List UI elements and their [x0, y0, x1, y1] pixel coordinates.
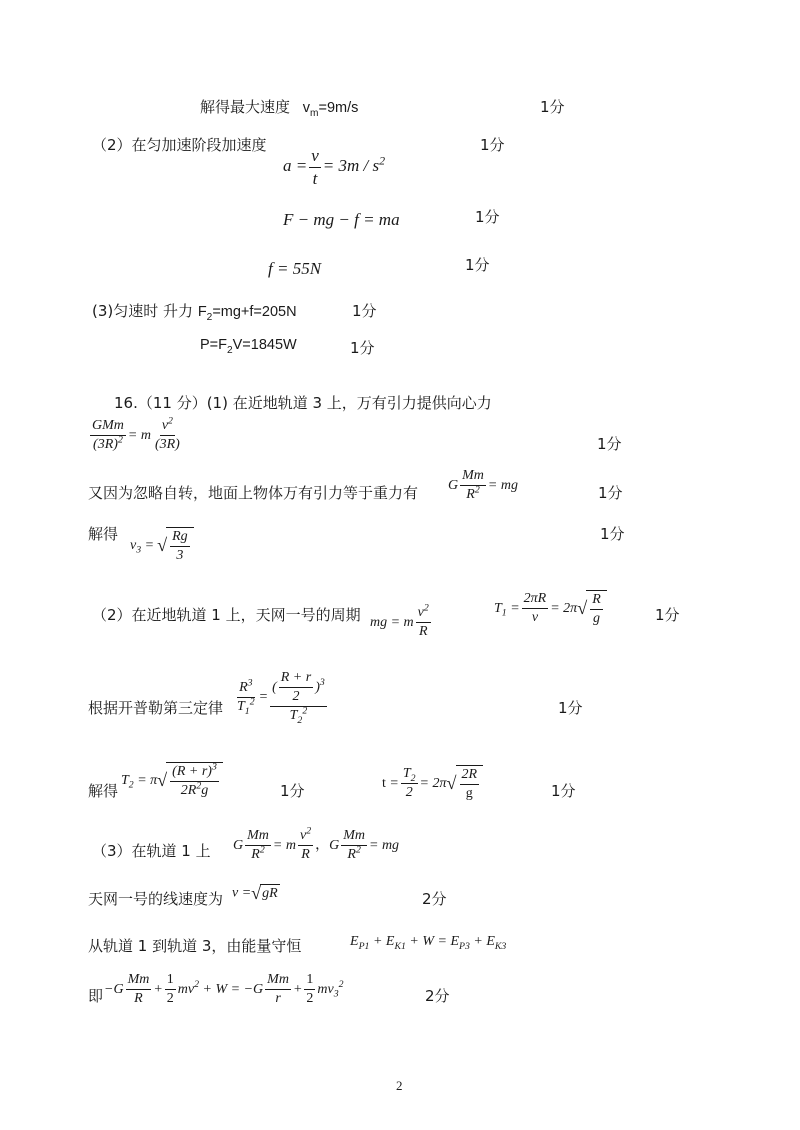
formula-acceleration: a = $\frac{v}{t}$ = $3m / s^2$: [283, 146, 386, 188]
label-namely: 即: [88, 987, 104, 1005]
formula-energy-expanded: −G $\frac{Mm}{R}$ + $\frac{1}{2}$ $mv^2 + W = -G$ $\frac{Mm}{r}$ + $\frac{1}{2}$ $mv_3^2$: [104, 972, 344, 1007]
page-number: 2: [396, 1078, 403, 1093]
label-orbit1-period: （2）在近地轨道 1 上，天网一号的周期: [92, 606, 361, 624]
formula-period-t1: $T_1$ = $\frac{2\pi R}{v}$ = 2π √ $\frac{R}{g}$: [494, 590, 607, 627]
formula-gravitation-orbit3: $\frac{\text{GMm}}{(3R)^2}$ = m $\frac{v^2}{(3R)}$: [92, 415, 180, 453]
score-10: 1分: [655, 606, 680, 624]
label-uniform-lift: (3)匀速时 升力: [92, 302, 194, 320]
score-4: 1分: [465, 256, 490, 274]
formula-v3: $v_3$ = √ $\frac{Rg}{3}$: [130, 527, 194, 564]
score-6: 1分: [350, 339, 375, 357]
line-uniform-lift: [92, 300, 297, 321]
formula-t2: $T_2 = \pi$ √ $\frac{(R + r)^3}{2R^2g}$: [121, 762, 223, 799]
label-orbit1: （3）在轨道 1 上: [92, 842, 211, 860]
label-max-speed: 解得最大速度: [200, 98, 291, 116]
formula-orbit1-centripetal: mg = m $\frac{v^2}{R}$: [370, 602, 429, 640]
score-15: 2分: [425, 987, 450, 1005]
score-13: 1分: [551, 782, 576, 800]
label-accel: （2）在匀加速阶段加速度: [92, 136, 267, 154]
score-8: 1分: [598, 484, 623, 502]
formula-lift: $F_2=mg+f=205N$: [197, 304, 297, 323]
score-2: 1分: [480, 136, 505, 154]
formula-time-t: t = $\frac{T_2}{2}$ = 2π √ $\frac{2R}{g}$: [382, 765, 483, 802]
formula-surface-gravity: G $\frac{Mm}{R^2}$ = mg: [448, 468, 518, 503]
score-11: 1分: [558, 699, 583, 717]
score-14: 2分: [422, 890, 447, 908]
label-solve-v3: 解得: [88, 525, 119, 543]
formula-linear-velocity: v = √ gR: [232, 883, 278, 903]
label-kepler: 根据开普勒第三定律: [88, 699, 224, 717]
formula-orbit1-relations: G $\frac{Mm}{R^2}$ = m $\frac{v^2}{R}$ ，G $\frac{Mm}{R^2}$ = mg: [233, 825, 400, 863]
formula-friction: f = 55N: [268, 259, 322, 278]
label-solve-t2: 解得: [88, 782, 119, 800]
question-16-title: 16.（11 分）(1) 在近地轨道 3 上，万有引力提供向心力: [114, 394, 492, 412]
score-7: 1分: [597, 435, 622, 453]
formula-power: $P=F_2V=1845W$: [200, 337, 297, 356]
score-9: 1分: [600, 525, 625, 543]
score-3: 1分: [475, 208, 500, 226]
formula-newton-second: F − mg − f = ma: [283, 210, 400, 229]
line-max-speed: [200, 96, 358, 117]
score-5: 1分: [352, 302, 377, 320]
label-energy-conservation: 从轨道 1 到轨道 3，由能量守恒: [88, 937, 302, 955]
label-ignore-rotation: 又因为忽略自转，地面上物体万有引力等于重力有: [88, 484, 419, 502]
formula-kepler: $\frac{R^3}{T_1^2}$ = ( $\frac{R + r}{2}$ )$^3$ $T_2^2$: [237, 670, 325, 726]
score-1: 1分: [540, 98, 565, 116]
formula-vm: $v_m=9m/s$: [302, 100, 359, 119]
label-linear-velocity: 天网一号的线速度为: [88, 890, 224, 908]
formula-energy-conservation: $E_{P1} + E_{K1} + W = E_{P3} + E_{K3}$: [350, 934, 507, 952]
score-12: 1分: [280, 782, 305, 800]
